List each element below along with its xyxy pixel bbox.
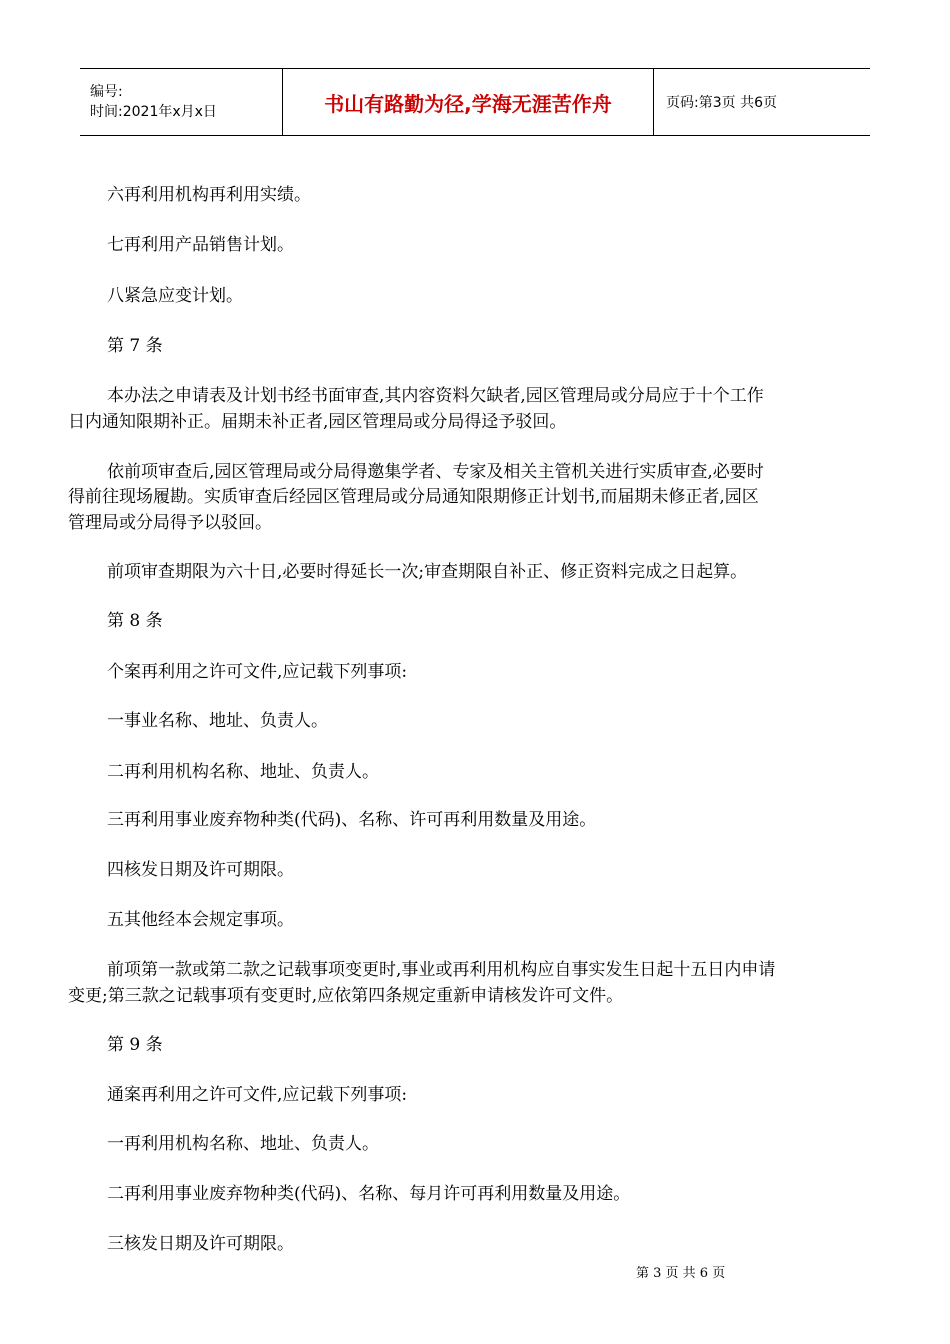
article-heading: 第 8 条: [107, 611, 163, 631]
body-line: 一事业名称、地址、负责人。: [107, 711, 328, 731]
header-motto: [282, 69, 654, 135]
body-line: 八紧急应变计划。: [107, 286, 243, 306]
body-line: 三再利用事业废弃物种类(代码)、名称、许可再利用数量及用途。: [107, 810, 597, 830]
document-number-label: 编号:: [90, 84, 123, 100]
header-page-info: [654, 69, 870, 135]
body-line: 管理局或分局得予以驳回。: [68, 513, 272, 533]
body-line: 前项第一款或第二款之记载事项变更时,事业或再利用机构应自事实发生日起十五日内申请: [107, 960, 776, 980]
header-meta: [80, 69, 282, 135]
body-line: 本办法之申请表及计划书经书面审查,其内容资料欠缺者,园区管理局或分局应于十个工作: [107, 386, 764, 406]
page-info-text: 页码:第3页 共6页: [666, 95, 777, 111]
body-line: 日内通知限期补正。届期未补正者,园区管理局或分局得迳予驳回。: [68, 412, 567, 432]
body-line: 五其他经本会规定事项。: [107, 910, 294, 930]
body-line: 个案再利用之许可文件,应记载下列事项:: [107, 662, 408, 682]
body-line: 二再利用事业废弃物种类(代码)、名称、每月许可再利用数量及用途。: [107, 1184, 631, 1204]
body-line: 七再利用产品销售计划。: [107, 235, 294, 255]
document-header: [80, 68, 870, 136]
motto-text: 书山有路勤为径,学海无涯苦作舟: [324, 91, 612, 116]
body-line: 六再利用机构再利用实绩。: [107, 185, 311, 205]
footer-page-number: 第 3 页 共 6 页: [636, 1266, 726, 1281]
article-heading: 第 9 条: [107, 1035, 163, 1055]
body-line: 二再利用机构名称、地址、负责人。: [107, 762, 379, 782]
body-line: 三核发日期及许可期限。: [107, 1234, 294, 1254]
body-line: 得前往现场履勘。实质审查后经园区管理局或分局通知限期修正计划书,而届期未修正者,园区: [68, 487, 759, 507]
article-heading: 第 7 条: [107, 336, 163, 356]
page-footer: [0, 1262, 950, 1281]
body-line: 一再利用机构名称、地址、负责人。: [107, 1134, 379, 1154]
body-line: 依前项审查后,园区管理局或分局得邀集学者、专家及相关主管机关进行实质审查,必要时: [107, 462, 764, 482]
body-line: 变更;第三款之记载事项有变更时,应依第四条规定重新申请核发许可文件。: [68, 986, 624, 1006]
body-line: 前项审查期限为六十日,必要时得延长一次;审查期限自补正、修正资料完成之日起算。: [107, 562, 748, 582]
body-line: 四核发日期及许可期限。: [107, 860, 294, 880]
document-time-label: 时间:2021年x月x日: [90, 104, 217, 120]
body-line: 通案再利用之许可文件,应记载下列事项:: [107, 1085, 408, 1105]
